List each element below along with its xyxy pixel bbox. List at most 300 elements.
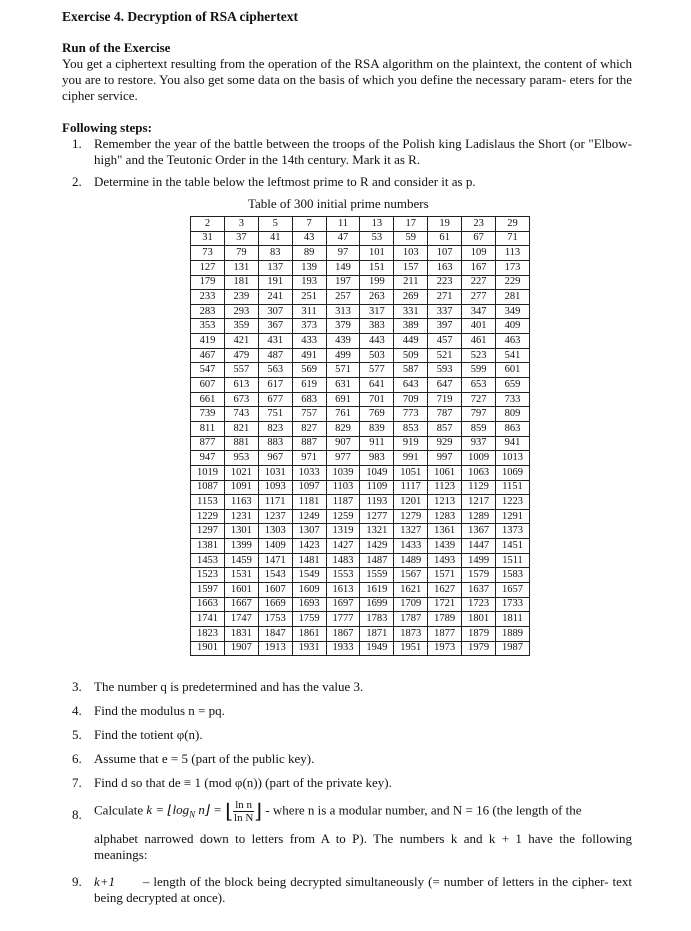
table-cell: 223 [428, 275, 462, 290]
table-cell: 409 [496, 319, 530, 334]
table-row [191, 217, 530, 232]
table-cell: 277 [462, 290, 496, 305]
step-7 [0, 775, 691, 791]
table-cell: 1847 [258, 626, 292, 641]
table-row [191, 407, 530, 422]
table-cell: 563 [258, 363, 292, 378]
table-cell: 331 [394, 304, 428, 319]
table-cell: 229 [496, 275, 530, 290]
table-cell: 1759 [292, 612, 326, 627]
table-cell: 503 [360, 348, 394, 363]
table-cell: 1373 [496, 524, 530, 539]
table-cell: 1499 [462, 553, 496, 568]
table-cell: 257 [326, 290, 360, 305]
table-cell: 1459 [224, 553, 258, 568]
table-cell: 1621 [394, 583, 428, 598]
table-row [191, 246, 530, 261]
table-cell: 1381 [191, 539, 225, 554]
table-cell: 643 [394, 378, 428, 393]
table-cell: 127 [191, 260, 225, 275]
table-cell: 353 [191, 319, 225, 334]
table-cell: 569 [292, 363, 326, 378]
table-cell: 1741 [191, 612, 225, 627]
table-cell: 263 [360, 290, 394, 305]
table-row [191, 290, 530, 305]
table-cell: 1087 [191, 480, 225, 495]
table-cell: 167 [462, 260, 496, 275]
table-cell: 521 [428, 348, 462, 363]
table-cell: 971 [292, 451, 326, 466]
table-cell: 103 [394, 246, 428, 261]
table-cell: 1471 [258, 553, 292, 568]
table-row [191, 260, 530, 275]
table-cell: 587 [394, 363, 428, 378]
table-cell: 1237 [258, 509, 292, 524]
table-cell: 131 [224, 260, 258, 275]
table-cell: 151 [360, 260, 394, 275]
table-cell: 1733 [496, 597, 530, 612]
table-cell: 859 [462, 421, 496, 436]
table-cell: 311 [292, 304, 326, 319]
table-cell: 761 [326, 407, 360, 422]
table-cell: 491 [292, 348, 326, 363]
table-cell: 1787 [394, 612, 428, 627]
table-cell: 7 [292, 217, 326, 232]
table-row [191, 451, 530, 466]
table-cell: 1031 [258, 465, 292, 480]
step-4 [0, 703, 691, 719]
table-cell: 509 [394, 348, 428, 363]
table-row [191, 524, 530, 539]
table-cell: 1699 [360, 597, 394, 612]
table-cell: 1667 [224, 597, 258, 612]
table-cell: 89 [292, 246, 326, 261]
table-cell: 227 [462, 275, 496, 290]
step-9-label: k+1 [94, 874, 116, 889]
table-cell: 1871 [360, 626, 394, 641]
table-cell: 269 [394, 290, 428, 305]
table-cell: 773 [394, 407, 428, 422]
table-cell: 1427 [326, 539, 360, 554]
table-cell: 73 [191, 246, 225, 261]
table-cell: 683 [292, 392, 326, 407]
table-cell: 673 [224, 392, 258, 407]
table-cell: 3 [224, 217, 258, 232]
table-cell: 1783 [360, 612, 394, 627]
table-cell: 1531 [224, 568, 258, 583]
table-cell: 1663 [191, 597, 225, 612]
table-row [191, 597, 530, 612]
table-cell: 1277 [360, 509, 394, 524]
step-9-text: – length of the block being decrypted simultaneously (= number of letters in the cipher- text being decrypted at once). [94, 874, 632, 905]
table-cell: 877 [191, 436, 225, 451]
table-cell: 839 [360, 421, 394, 436]
table-row [191, 495, 530, 510]
table-cell: 1933 [326, 641, 360, 656]
table-cell: 449 [394, 334, 428, 349]
table-cell: 163 [428, 260, 462, 275]
table-cell: 193 [292, 275, 326, 290]
table-cell: 659 [496, 378, 530, 393]
table-cell: 827 [292, 421, 326, 436]
table-cell: 1013 [496, 451, 530, 466]
table-row [191, 612, 530, 627]
table-cell: 137 [258, 260, 292, 275]
table-cell: 1597 [191, 583, 225, 598]
table-cell: 1831 [224, 626, 258, 641]
table-cell: 211 [394, 275, 428, 290]
table-cell: 1163 [224, 495, 258, 510]
table-cell: 1439 [428, 539, 462, 554]
table-cell: 1279 [394, 509, 428, 524]
table-cell: 1949 [360, 641, 394, 656]
table-cell: 907 [326, 436, 360, 451]
table-cell: 997 [428, 451, 462, 466]
table-cell: 853 [394, 421, 428, 436]
step-9-number: 9. [72, 874, 82, 889]
table-cell: 401 [462, 319, 496, 334]
table-cell: 499 [326, 348, 360, 363]
step-8-suffix: - where n is a modular number, and N = 16 (the length of the [265, 802, 582, 818]
table-cell: 1823 [191, 626, 225, 641]
table-cell: 463 [496, 334, 530, 349]
table-cell: 709 [394, 392, 428, 407]
table-cell: 541 [496, 348, 530, 363]
table-cell: 967 [258, 451, 292, 466]
table-cell: 953 [224, 451, 258, 466]
table-cell: 883 [258, 436, 292, 451]
step-4-number: 4. [72, 703, 82, 718]
table-cell: 1801 [462, 612, 496, 627]
table-cell: 661 [191, 392, 225, 407]
table-row [191, 319, 530, 334]
floor-bracket-right: ⌋ [254, 800, 263, 823]
table-cell: 1879 [462, 626, 496, 641]
table-cell: 1051 [394, 465, 428, 480]
table-cell: 1103 [326, 480, 360, 495]
table-cell: 1259 [326, 509, 360, 524]
table-cell: 37 [224, 231, 258, 246]
table-cell: 601 [496, 363, 530, 378]
table-cell: 1297 [191, 524, 225, 539]
table-cell: 1453 [191, 553, 225, 568]
table-cell: 191 [258, 275, 292, 290]
step-3-number: 3. [72, 679, 82, 694]
table-cell: 283 [191, 304, 225, 319]
table-cell: 881 [224, 436, 258, 451]
frac-numerator: ln n [233, 799, 254, 812]
table-cell: 647 [428, 378, 462, 393]
table-cell: 1021 [224, 465, 258, 480]
table-cell: 1583 [496, 568, 530, 583]
table-row [191, 465, 530, 480]
table-cell: 727 [462, 392, 496, 407]
table-cell: 641 [360, 378, 394, 393]
table-cell: 977 [326, 451, 360, 466]
table-cell: 1553 [326, 568, 360, 583]
table-cell: 1709 [394, 597, 428, 612]
table-cell: 1213 [428, 495, 462, 510]
step-5-number: 5. [72, 727, 82, 742]
table-cell: 23 [462, 217, 496, 232]
table-cell: 1607 [258, 583, 292, 598]
table-cell: 1193 [360, 495, 394, 510]
step-9 [0, 874, 691, 908]
table-cell: 101 [360, 246, 394, 261]
table-cell: 1049 [360, 465, 394, 480]
step-5 [0, 727, 691, 743]
table-cell: 1901 [191, 641, 225, 656]
step-8-formula-line [94, 799, 632, 824]
table-cell: 1973 [428, 641, 462, 656]
step-5-text: Find the totient φ(n). [94, 727, 203, 742]
table-cell: 479 [224, 348, 258, 363]
step-6-text: Assume that e = 5 (part of the public key). [94, 751, 315, 766]
table-cell: 181 [224, 275, 258, 290]
table-cell: 41 [258, 231, 292, 246]
table-cell: 857 [428, 421, 462, 436]
table-cell: 293 [224, 304, 258, 319]
table-cell: 379 [326, 319, 360, 334]
table-cell: 1321 [360, 524, 394, 539]
table-cell: 769 [360, 407, 394, 422]
table-cell: 1693 [292, 597, 326, 612]
table-cell: 317 [360, 304, 394, 319]
table-cell: 2 [191, 217, 225, 232]
table-cell: 1601 [224, 583, 258, 598]
table-cell: 1931 [292, 641, 326, 656]
table-cell: 1861 [292, 626, 326, 641]
table-cell: 1451 [496, 539, 530, 554]
step-6 [0, 751, 691, 767]
table-cell: 983 [360, 451, 394, 466]
table-cell: 691 [326, 392, 360, 407]
table-cell: 239 [224, 290, 258, 305]
table-cell: 571 [326, 363, 360, 378]
table-cell: 1061 [428, 465, 462, 480]
table-cell: 1303 [258, 524, 292, 539]
table-row [191, 553, 530, 568]
table-cell: 349 [496, 304, 530, 319]
table-row [191, 480, 530, 495]
table-cell: 1811 [496, 612, 530, 627]
table-cell: 547 [191, 363, 225, 378]
step-4-text: Find the modulus n = pq. [94, 703, 225, 718]
table-cell: 1481 [292, 553, 326, 568]
table-cell: 457 [428, 334, 462, 349]
table-cell: 677 [258, 392, 292, 407]
step-8-formula [146, 802, 222, 821]
table-cell: 1657 [496, 583, 530, 598]
table-cell: 53 [360, 231, 394, 246]
table-cell: 1361 [428, 524, 462, 539]
table-cell: 433 [292, 334, 326, 349]
table-cell: 1559 [360, 568, 394, 583]
table-cell: 991 [394, 451, 428, 466]
table-cell: 1433 [394, 539, 428, 554]
table-cell: 1789 [428, 612, 462, 627]
step-1-text: Remember the year of the battle between the troops of the Polish king Ladislaus the Short (or "Elbow-high" and the Teutonic Order in the 14th century. Mark it as R. [94, 136, 632, 167]
step-6-number: 6. [72, 751, 82, 766]
table-cell: 233 [191, 290, 225, 305]
run-heading: Run of the Exercise [62, 40, 171, 55]
table-cell: 307 [258, 304, 292, 319]
table-cell: 1039 [326, 465, 360, 480]
table-cell: 1549 [292, 568, 326, 583]
table-cell: 59 [394, 231, 428, 246]
table-cell: 467 [191, 348, 225, 363]
table-cell: 1109 [360, 480, 394, 495]
table-cell: 47 [326, 231, 360, 246]
ln-fraction [233, 799, 254, 824]
table-cell: 397 [428, 319, 462, 334]
table-cell: 607 [191, 378, 225, 393]
table-cell: 1367 [462, 524, 496, 539]
table-cell: 383 [360, 319, 394, 334]
table-cell: 313 [326, 304, 360, 319]
table-caption: Table of 300 initial prime numbers [248, 196, 429, 211]
table-cell: 631 [326, 378, 360, 393]
table-cell: 5 [258, 217, 292, 232]
table-cell: 919 [394, 436, 428, 451]
table-cell: 1619 [360, 583, 394, 598]
table-cell: 1231 [224, 509, 258, 524]
step-2-text: Determine in the table below the leftmost prime to R and consider it as p. [94, 174, 476, 189]
table-cell: 149 [326, 260, 360, 275]
table-cell: 557 [224, 363, 258, 378]
frac-denominator: ln N [234, 812, 254, 824]
step-2 [0, 174, 691, 190]
table-cell: 1889 [496, 626, 530, 641]
table-cell: 1097 [292, 480, 326, 495]
table-cell: 1327 [394, 524, 428, 539]
table-cell: 743 [224, 407, 258, 422]
table-cell: 1907 [224, 641, 258, 656]
table-cell: 811 [191, 421, 225, 436]
table-row [191, 231, 530, 246]
table-cell: 367 [258, 319, 292, 334]
table-cell: 619 [292, 378, 326, 393]
table-cell: 887 [292, 436, 326, 451]
table-cell: 739 [191, 407, 225, 422]
exercise-title: Exercise 4. Decryption of RSA ciphertext [62, 9, 298, 24]
table-cell: 1009 [462, 451, 496, 466]
table-cell: 1429 [360, 539, 394, 554]
table-cell: 139 [292, 260, 326, 275]
step-1 [0, 136, 691, 170]
table-cell: 487 [258, 348, 292, 363]
table-row [191, 275, 530, 290]
table-row [191, 509, 530, 524]
table-cell: 1151 [496, 480, 530, 495]
table-cell: 1283 [428, 509, 462, 524]
table-cell: 1543 [258, 568, 292, 583]
table-cell: 797 [462, 407, 496, 422]
table-cell: 419 [191, 334, 225, 349]
table-cell: 241 [258, 290, 292, 305]
table-cell: 1229 [191, 509, 225, 524]
step-2-number: 2. [72, 174, 82, 189]
table-cell: 823 [258, 421, 292, 436]
step-7-text: Find d so that de ≡ 1 (mod φ(n)) (part of the private key). [94, 775, 392, 790]
table-cell: 113 [496, 246, 530, 261]
table-cell: 97 [326, 246, 360, 261]
table-cell: 1913 [258, 641, 292, 656]
table-cell: 1723 [462, 597, 496, 612]
table-cell: 617 [258, 378, 292, 393]
table-cell: 593 [428, 363, 462, 378]
table-row [191, 304, 530, 319]
table-cell: 1523 [191, 568, 225, 583]
table-cell: 947 [191, 451, 225, 466]
table-cell: 1153 [191, 495, 225, 510]
step-8-text2: alphabet narrowed down to letters from A to P). The numbers k and k + 1 have the following meanings: [94, 831, 632, 862]
table-cell: 1301 [224, 524, 258, 539]
table-cell: 1867 [326, 626, 360, 641]
table-cell: 1399 [224, 539, 258, 554]
table-cell: 1753 [258, 612, 292, 627]
table-row [191, 626, 530, 641]
table-cell: 1487 [360, 553, 394, 568]
table-cell: 1669 [258, 597, 292, 612]
table-cell: 337 [428, 304, 462, 319]
table-cell: 443 [360, 334, 394, 349]
table-cell: 577 [360, 363, 394, 378]
table-cell: 19 [428, 217, 462, 232]
table-cell: 173 [496, 260, 530, 275]
step-1-number: 1. [72, 136, 82, 151]
table-cell: 1249 [292, 509, 326, 524]
table-cell: 1181 [292, 495, 326, 510]
floor-bracket-left: ⌊ [225, 800, 234, 823]
table-cell: 1019 [191, 465, 225, 480]
table-cell: 1409 [258, 539, 292, 554]
table-cell: 821 [224, 421, 258, 436]
table-cell: 719 [428, 392, 462, 407]
table-cell: 653 [462, 378, 496, 393]
table-row [191, 334, 530, 349]
table-cell: 911 [360, 436, 394, 451]
table-cell: 1511 [496, 553, 530, 568]
table-cell: 1289 [462, 509, 496, 524]
table-cell: 13 [360, 217, 394, 232]
table-cell: 613 [224, 378, 258, 393]
table-cell: 1951 [394, 641, 428, 656]
table-cell: 1493 [428, 553, 462, 568]
table-row [191, 568, 530, 583]
table-cell: 1201 [394, 495, 428, 510]
table-cell: 829 [326, 421, 360, 436]
table-cell: 733 [496, 392, 530, 407]
table-row [191, 583, 530, 598]
steps-heading: Following steps: [62, 120, 152, 135]
table-row [191, 378, 530, 393]
table-cell: 1171 [258, 495, 292, 510]
table-row [191, 392, 530, 407]
table-cell: 809 [496, 407, 530, 422]
table-cell: 71 [496, 231, 530, 246]
table-cell: 67 [462, 231, 496, 246]
table-cell: 1721 [428, 597, 462, 612]
table-cell: 197 [326, 275, 360, 290]
table-cell: 1483 [326, 553, 360, 568]
table-cell: 1877 [428, 626, 462, 641]
table-cell: 1423 [292, 539, 326, 554]
table-cell: 1319 [326, 524, 360, 539]
table-cell: 787 [428, 407, 462, 422]
table-cell: 79 [224, 246, 258, 261]
table-cell: 461 [462, 334, 496, 349]
